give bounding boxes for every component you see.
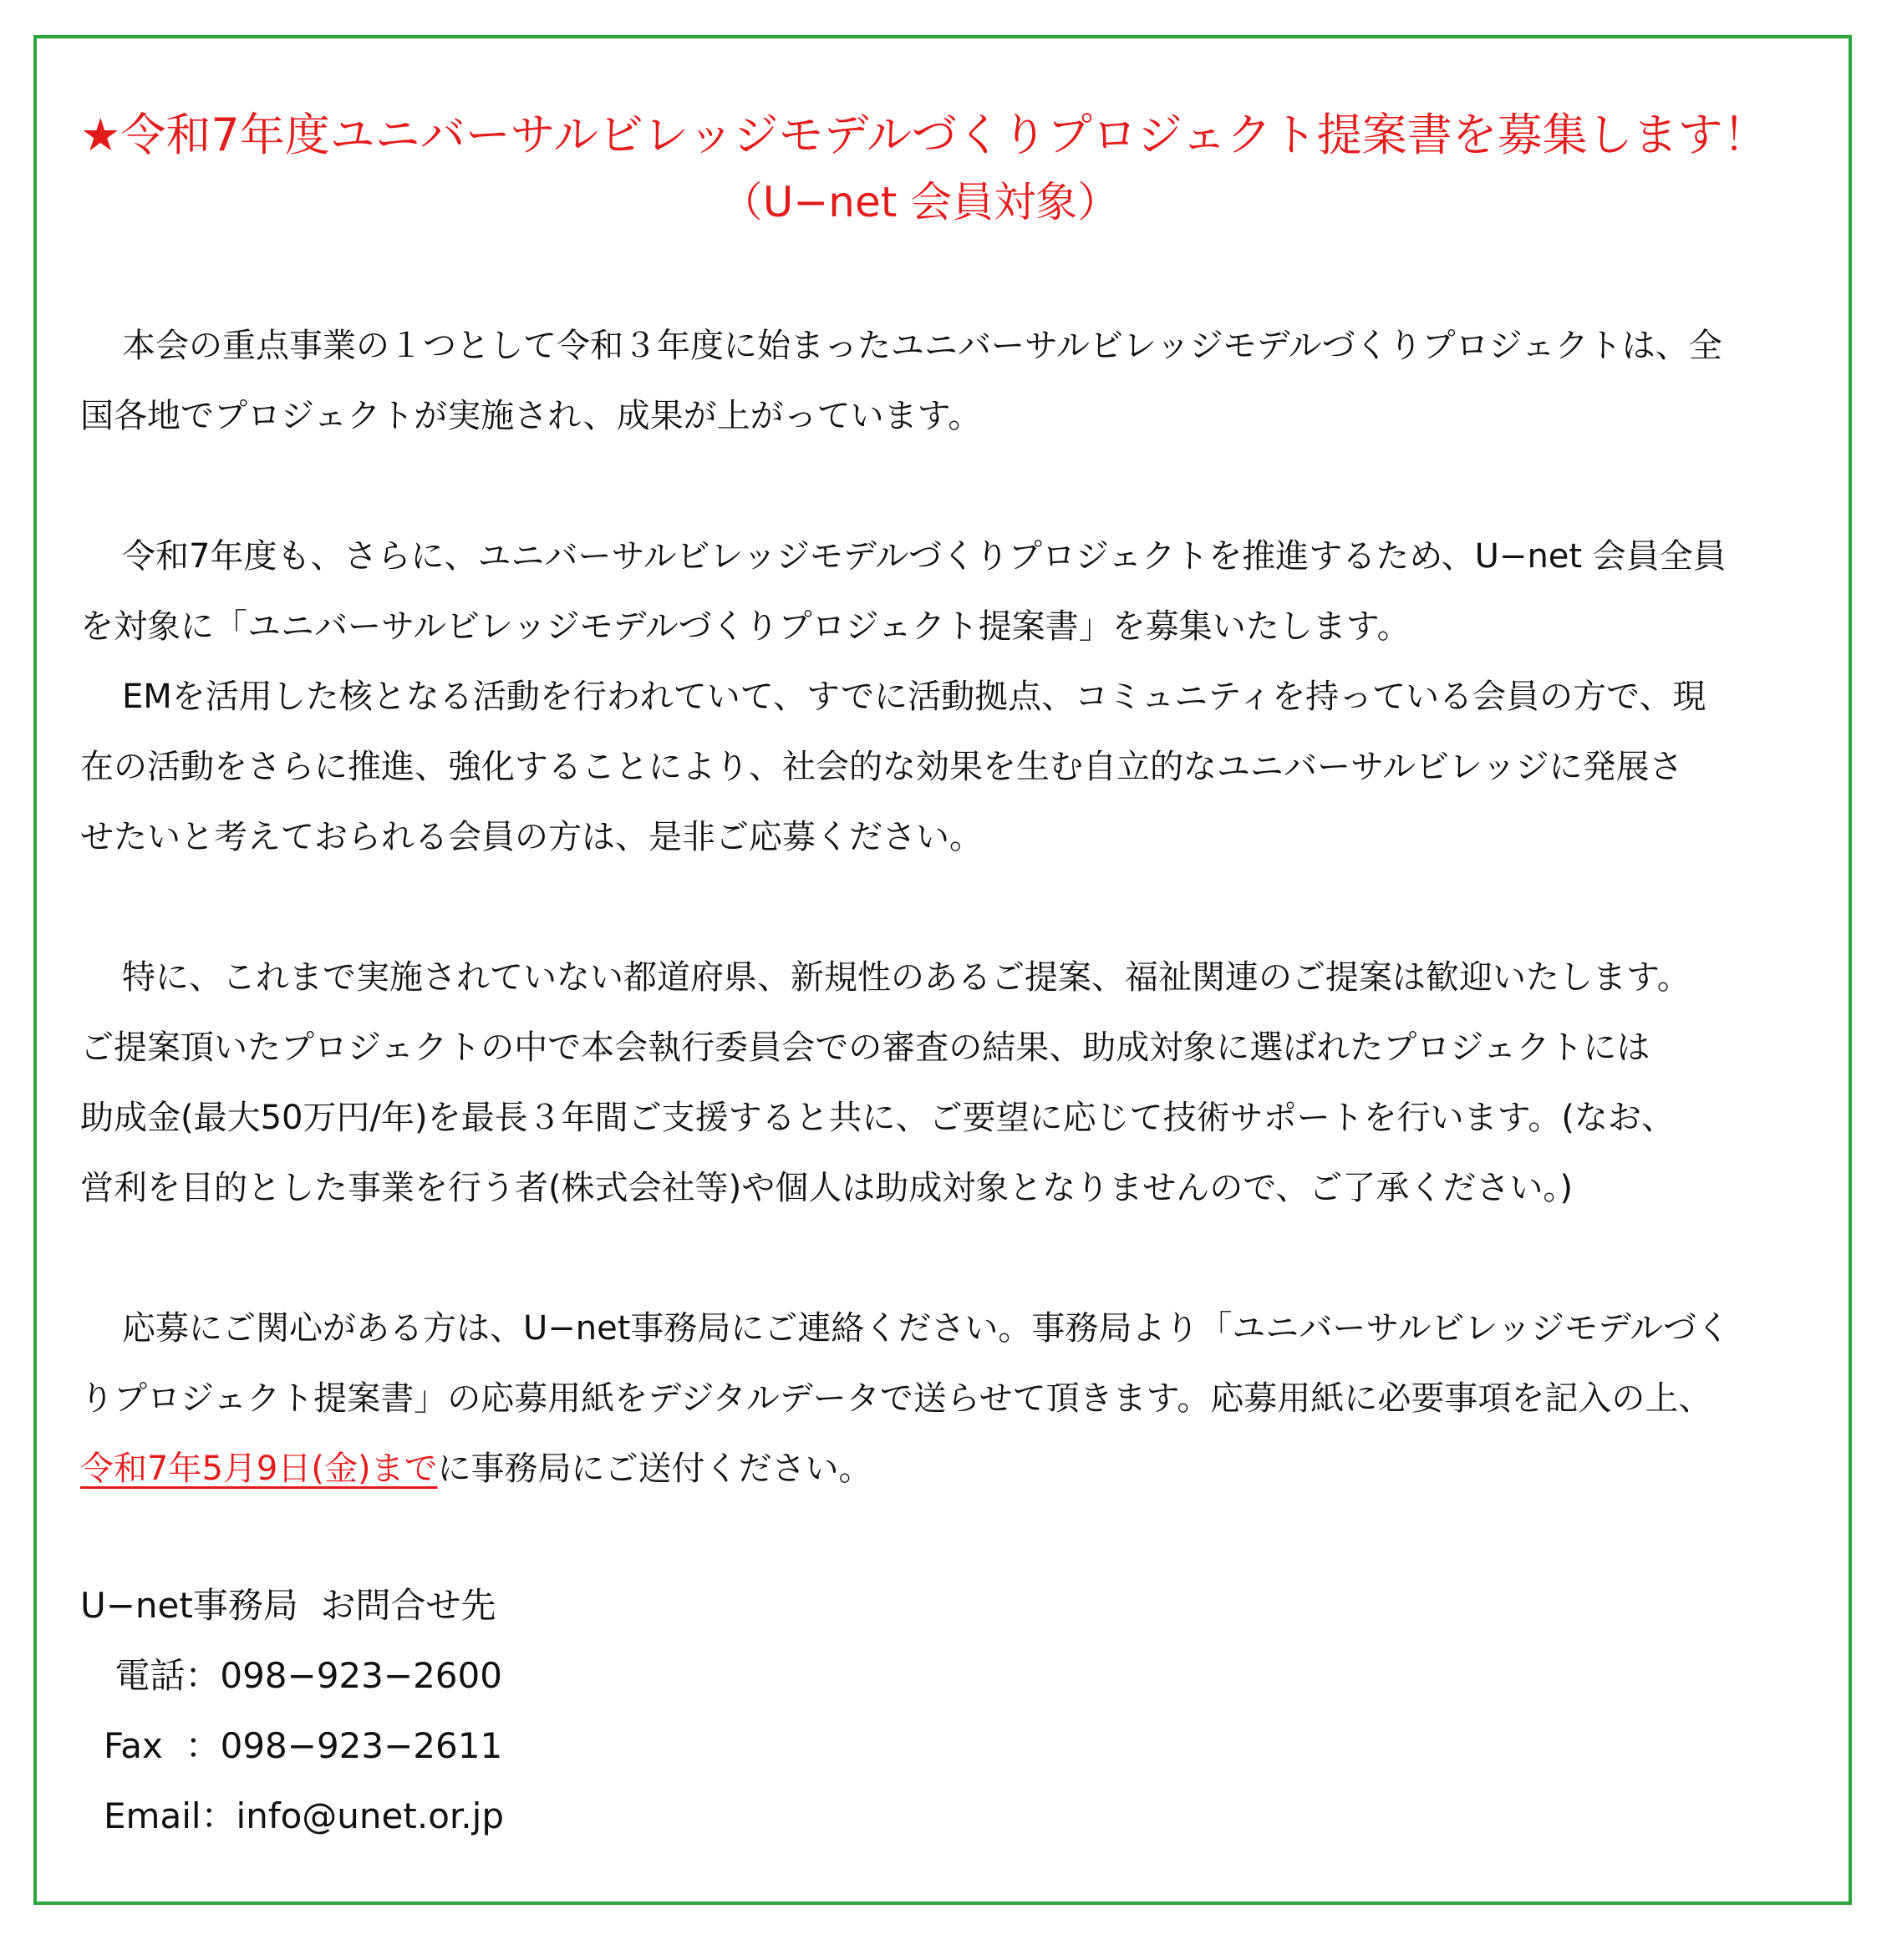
paragraph-1-line-2: 国各地でプロジェクトが実施され、成果が上がっています。 — [80, 397, 982, 435]
paragraph-1-line-1: 本会の重点事業の１つとして令和３年度に始まったユニバーサルビレッジモデルづくりプロジェクトは、全 — [122, 327, 1722, 365]
paragraph-5-line-1: 応募にご関心がある方は、U−net事務局にご連絡ください。事務局より「ユニバーサルビレッジモデルづく — [122, 1309, 1731, 1348]
deadline-date: 令和7年5月9日(金)まで — [80, 1450, 438, 1488]
announcement-body — [80, 311, 1802, 1504]
paragraph-3-line-3: せたいと考えておられる会員の方は、是非ご応募ください。 — [80, 818, 983, 856]
paragraph-2-line-1: 令和7年度も、さらに、ユニバーサルビレッジモデルづくりプロジェクトを推進するため、U−net 会員全員 — [122, 537, 1727, 576]
paragraph-4-line-4: 営利を目的とした事業を行う者(株式会社等)や個人は助成対象となりませんので、ご了承ください。) — [80, 1169, 1574, 1207]
contact-email: Email：info@unet.or.jp — [104, 1795, 504, 1836]
paragraph-4-line-1: 特に、これまで実施されていない都道府県、新規性のあるご提案、福祉関連のご提案は歓迎いたします。 — [122, 958, 1691, 997]
contact-fax: Fax ：098−923−2611 — [104, 1725, 503, 1766]
paragraph-2-line-2: を対象に「ユニバーサルビレッジモデルづくりプロジェクト提案書」を募集いたします。 — [80, 607, 1411, 646]
contact-heading: U−net事務局 お問合せ先 — [80, 1585, 496, 1626]
title-line-2: （U−net 会員対象） — [720, 178, 1120, 226]
paragraph-3-line-2: 在の活動をさらに推進、強化することにより、社会的な効果を生む自立的なユニバーサルビレッジに発展さ — [80, 748, 1683, 786]
paragraph-5-line-3: 令和7年5月9日(金)までに事務局にご送付ください。 — [80, 1450, 872, 1488]
paragraph-5-line-2: りプロジェクト提案書」の応募用紙をデジタルデータで送らせて頂きます。応募用紙に必要事項を記入の上、 — [80, 1379, 1712, 1418]
contact-phone: 電話：098−923−2600 — [104, 1655, 502, 1696]
title-line-1: ★令和7年度ユニバーサルビレッジモデルづくりプロジェクト提案書を募集します！ — [80, 109, 1768, 161]
contact-info — [80, 1571, 504, 1851]
paragraph-3-line-1: EMを活用した核となる活動を行われていて、すでに活動拠点、コミュニティを持っている会員の方で、現 — [122, 678, 1706, 716]
paragraph-4-line-3: 助成金(最大50万円/年)を最長３年間ご支援すると共に、ご要望に応じて技術サポートを行います。(なお、 — [80, 1099, 1675, 1137]
paragraph-4-line-2: ご提案頂いたプロジェクトの中で本会執行委員会での審査の結果、助成対象に選ばれたプロジェクトには — [80, 1028, 1650, 1067]
announcement-title — [80, 102, 1768, 236]
